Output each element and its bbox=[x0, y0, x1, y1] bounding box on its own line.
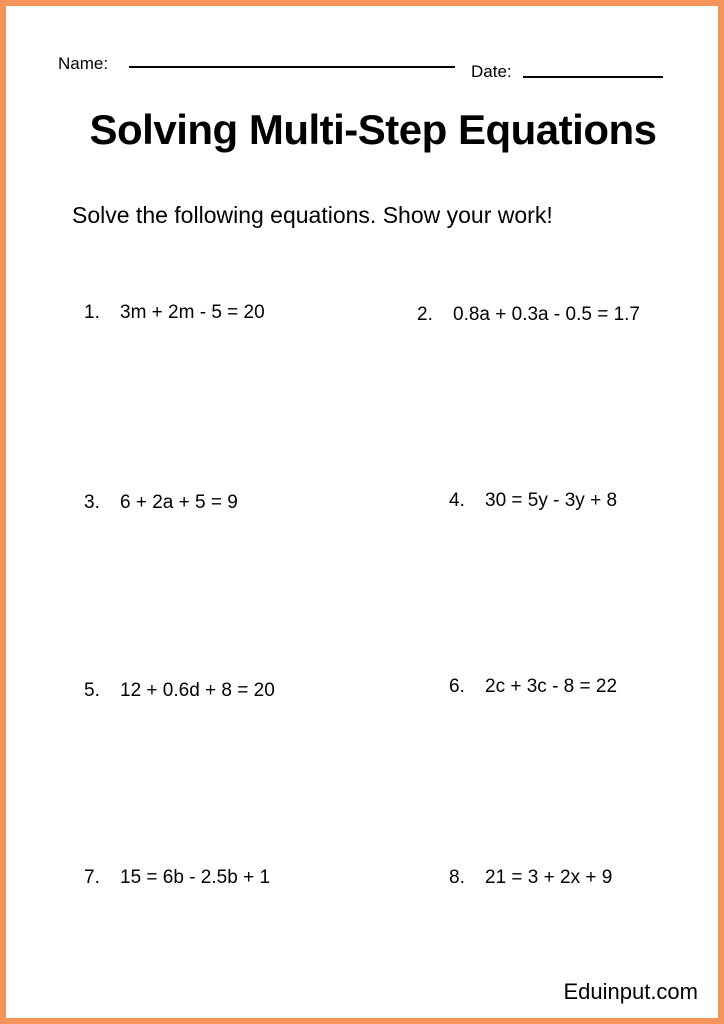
problem-6 bbox=[449, 676, 617, 698]
problem-2 bbox=[417, 304, 640, 326]
name-line bbox=[129, 66, 455, 68]
problem-number: 4. bbox=[449, 490, 465, 511]
date-label: Date: bbox=[471, 62, 512, 81]
problem-1 bbox=[84, 302, 265, 324]
problem-equation: 12 + 0.6d + 8 = 20 bbox=[120, 680, 275, 701]
problem-equation: 30 = 5y - 3y + 8 bbox=[485, 490, 618, 511]
problem-8 bbox=[449, 867, 612, 889]
problem-equation: 3m + 2m - 5 = 20 bbox=[120, 302, 265, 323]
problem-equation: 15 = 6b - 2.5b + 1 bbox=[120, 867, 271, 888]
worksheet-title: Solving Multi-Step Equations bbox=[89, 106, 657, 153]
instructions: Solve the following equations. Show your work! bbox=[72, 202, 553, 228]
problem-number: 1. bbox=[84, 302, 100, 323]
problem-number: 8. bbox=[449, 867, 465, 888]
date-line bbox=[523, 76, 663, 78]
problem-equation: 6 + 2a + 5 = 9 bbox=[120, 492, 238, 513]
problem-number: 5. bbox=[84, 680, 100, 701]
problem-equation: 2c + 3c - 8 = 22 bbox=[485, 676, 618, 697]
problem-4 bbox=[449, 490, 617, 512]
problem-5 bbox=[84, 680, 275, 702]
problem-number: 3. bbox=[84, 492, 100, 513]
name-label: Name: bbox=[58, 54, 109, 73]
problem-number: 6. bbox=[449, 676, 465, 697]
problem-equation: 21 = 3 + 2x + 9 bbox=[485, 867, 613, 888]
problem-7 bbox=[84, 867, 270, 889]
problem-number: 2. bbox=[417, 304, 433, 325]
footer-site-name: Eduinput.com bbox=[563, 979, 698, 1004]
problem-equation: 0.8a + 0.3a - 0.5 = 1.7 bbox=[453, 304, 640, 325]
problem-number: 7. bbox=[84, 867, 100, 888]
problem-3 bbox=[84, 492, 238, 514]
